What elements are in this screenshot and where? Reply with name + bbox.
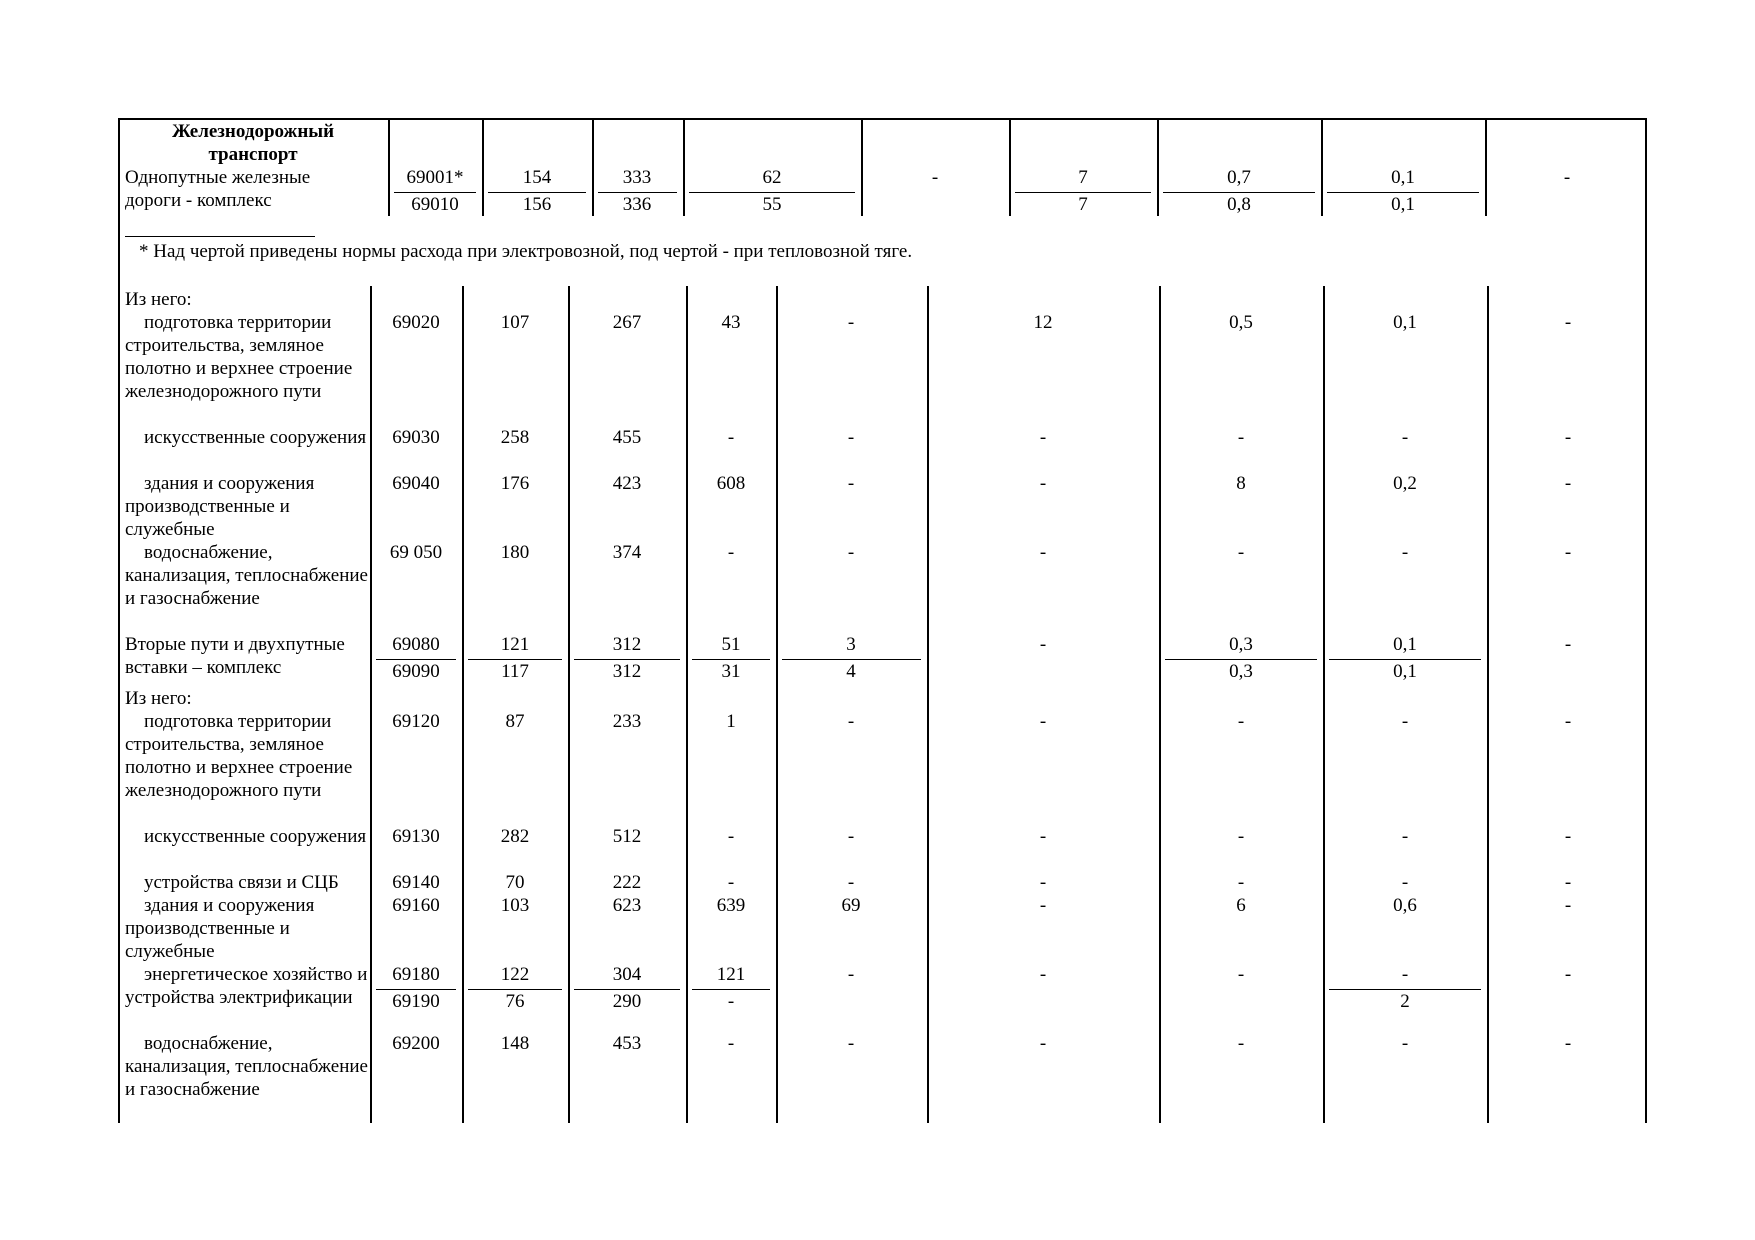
cell: 4 xyxy=(846,661,856,682)
g1-c3-lower: 336 xyxy=(622,194,652,215)
col-divider xyxy=(592,118,594,216)
cell: - xyxy=(1401,964,1409,985)
col-divider xyxy=(482,118,484,216)
cell: - xyxy=(847,542,855,563)
cell: - xyxy=(1039,826,1047,847)
cell: 233 xyxy=(612,711,642,732)
g1-c2-lower: 156 xyxy=(522,194,552,215)
g1-c7-upper: 0,7 xyxy=(1227,167,1251,188)
col-divider xyxy=(686,286,688,1123)
row-name: водоснабжение, канализация, теплоснабжение и газоснабжение xyxy=(125,542,368,609)
cell: - xyxy=(1401,872,1409,893)
g2-code-lower: 69090 xyxy=(392,661,440,682)
cell: - xyxy=(1237,711,1245,732)
col-divider xyxy=(861,118,863,216)
cell: - xyxy=(1039,711,1047,732)
cell: 0,1 xyxy=(1393,312,1417,333)
table-left-border xyxy=(118,118,120,1123)
g1-c2-upper: 154 xyxy=(522,167,552,188)
section-title: Железнодорожный транспорт xyxy=(171,121,335,165)
from-it-label-1: Из него: xyxy=(125,289,192,310)
cell: 121 xyxy=(500,634,530,655)
cell: - xyxy=(847,312,855,333)
col-divider xyxy=(568,286,570,1123)
cell: 2 xyxy=(1400,991,1410,1012)
cell: - xyxy=(1401,1033,1409,1054)
cell: - xyxy=(1237,427,1245,448)
cell: - xyxy=(1039,964,1047,985)
row-name: водоснабжение, канализация, теплоснабжение и газоснабжение xyxy=(125,1033,368,1100)
cell: - xyxy=(847,427,855,448)
col-divider xyxy=(1321,118,1323,216)
cell: - xyxy=(847,711,855,732)
cell: 0,6 xyxy=(1393,895,1417,916)
cell: 176 xyxy=(500,473,530,494)
cell: 455 xyxy=(612,427,642,448)
cell: 0,5 xyxy=(1229,312,1253,333)
cell: - xyxy=(1401,711,1409,732)
cell: 1 xyxy=(726,711,736,732)
cell: - xyxy=(1564,312,1572,333)
g2-code-upper: 69080 xyxy=(392,634,440,655)
cell: 12 xyxy=(1033,312,1053,333)
energy-code-upper: 69180 xyxy=(392,964,440,985)
cell: 374 xyxy=(612,542,642,563)
cell: 222 xyxy=(612,872,642,893)
cell-code: 69040 xyxy=(392,473,440,494)
table-right-border xyxy=(1645,118,1647,1123)
cell: 267 xyxy=(612,312,642,333)
cell: 43 xyxy=(721,312,741,333)
cell-code: 69200 xyxy=(392,1033,440,1054)
cell-code: 69140 xyxy=(392,872,440,893)
cell: - xyxy=(1564,542,1572,563)
cell: 304 xyxy=(612,964,642,985)
col-divider xyxy=(776,286,778,1123)
cell: 0,1 xyxy=(1393,661,1417,682)
g1-c6-upper: 7 xyxy=(1078,167,1088,188)
cell: 87 xyxy=(505,711,525,732)
cell: - xyxy=(1039,427,1047,448)
cell: 3 xyxy=(846,634,856,655)
cell: - xyxy=(1564,1033,1572,1054)
cell: - xyxy=(1564,895,1572,916)
cell: 103 xyxy=(500,895,530,916)
cell: 69 xyxy=(841,895,861,916)
cell: - xyxy=(847,473,855,494)
g1-c5-upper: - xyxy=(931,167,939,188)
group2-name: Вторые пути и двухпутные вставки – комплекс xyxy=(125,634,345,678)
cell: - xyxy=(1039,634,1047,655)
cell: 623 xyxy=(612,895,642,916)
cell: - xyxy=(1039,872,1047,893)
g1-c3-upper: 333 xyxy=(622,167,652,188)
cell-code: 69120 xyxy=(392,711,440,732)
cell: 0,3 xyxy=(1229,634,1253,655)
group1-name: Однопутные железные дороги - комплекс xyxy=(125,167,311,211)
cell: 8 xyxy=(1236,473,1246,494)
cell: - xyxy=(1564,826,1572,847)
cell: 122 xyxy=(500,964,530,985)
footnote: * Над чертой приведены нормы расхода при электровозной, под чертой - при тепловозной тяге. xyxy=(139,241,913,262)
cell: 290 xyxy=(612,991,642,1012)
cell: 608 xyxy=(716,473,746,494)
cell: - xyxy=(847,872,855,893)
g1-c9-upper: - xyxy=(1563,167,1571,188)
col-divider xyxy=(683,118,685,216)
g1-c7-lower: 0,8 xyxy=(1227,194,1251,215)
cell: - xyxy=(727,542,735,563)
cell: - xyxy=(727,1033,735,1054)
cell: - xyxy=(727,991,735,1012)
col-divider xyxy=(1159,286,1161,1123)
row-name: здания и сооружения производственные и служебные xyxy=(125,895,315,962)
cell: - xyxy=(727,872,735,893)
cell: - xyxy=(1564,473,1572,494)
cell: 121 xyxy=(716,964,746,985)
cell-code: 69030 xyxy=(392,427,440,448)
g1-c6-lower: 7 xyxy=(1078,194,1088,215)
cell: - xyxy=(1237,872,1245,893)
row-name: искусственные сооружения xyxy=(144,826,367,847)
cell: - xyxy=(1564,427,1572,448)
cell: - xyxy=(1401,427,1409,448)
row-name: подготовка территории строительства, земляное полотно и верхнее строение железнодорожного пути xyxy=(125,711,353,801)
energy-code-lower: 69190 xyxy=(392,991,440,1012)
energy-row-name: энергетическое хозяйство и устройства электрификации xyxy=(125,964,368,1008)
col-divider xyxy=(1009,118,1011,216)
cell: - xyxy=(1237,964,1245,985)
col-divider xyxy=(370,286,372,1123)
cell: - xyxy=(727,826,735,847)
cell: - xyxy=(847,1033,855,1054)
cell: 51 xyxy=(721,634,741,655)
cell: 76 xyxy=(505,991,525,1012)
cell: - xyxy=(847,826,855,847)
col-divider xyxy=(1485,118,1487,216)
g1-code-upper: 69001* xyxy=(406,167,464,188)
footnote-rule xyxy=(125,236,315,237)
cell: 639 xyxy=(716,895,746,916)
g1-c4-lower: 55 xyxy=(762,194,782,215)
col-divider xyxy=(388,118,390,216)
cell-code: 69 050 xyxy=(389,542,443,563)
row-name: устройства связи и СЦБ xyxy=(144,872,339,893)
cell: 0,1 xyxy=(1393,634,1417,655)
row-name: здания и сооружения производственные и служебные xyxy=(125,473,315,540)
col-divider xyxy=(1157,118,1159,216)
col-divider xyxy=(462,286,464,1123)
row-name: искусственные сооружения xyxy=(144,427,367,448)
cell: - xyxy=(1039,1033,1047,1054)
cell: - xyxy=(1564,964,1572,985)
cell: - xyxy=(1564,872,1572,893)
cell: 0,2 xyxy=(1393,473,1417,494)
cell: 70 xyxy=(505,872,525,893)
cell: 312 xyxy=(612,661,642,682)
cell: - xyxy=(1237,826,1245,847)
cell: 312 xyxy=(612,634,642,655)
cell: 180 xyxy=(500,542,530,563)
row-name: подготовка территории строительства, земляное полотно и верхнее строение железнодорожного пути xyxy=(125,312,353,402)
col-divider xyxy=(1323,286,1325,1123)
cell: - xyxy=(1564,634,1572,655)
cell: - xyxy=(1237,542,1245,563)
cell: - xyxy=(727,427,735,448)
cell: 512 xyxy=(612,826,642,847)
g1-c4-upper: 62 xyxy=(762,167,782,188)
cell: 6 xyxy=(1236,895,1246,916)
cell: - xyxy=(1564,711,1572,732)
cell: - xyxy=(1237,1033,1245,1054)
cell: - xyxy=(1401,826,1409,847)
cell: 258 xyxy=(500,427,530,448)
cell: - xyxy=(1039,473,1047,494)
norms-table xyxy=(118,118,1647,1123)
cell: - xyxy=(1039,895,1047,916)
g1-c8-upper: 0,1 xyxy=(1391,167,1415,188)
cell: 117 xyxy=(501,661,529,682)
cell: 31 xyxy=(721,661,741,682)
g1-c8-lower: 0,1 xyxy=(1391,194,1415,215)
cell-code: 69020 xyxy=(392,312,440,333)
col-divider xyxy=(927,286,929,1123)
cell: 423 xyxy=(612,473,642,494)
cell: 148 xyxy=(500,1033,530,1054)
g1-code-lower: 69010 xyxy=(411,194,459,215)
cell-code: 69130 xyxy=(392,826,440,847)
cell: 107 xyxy=(500,312,530,333)
cell-code: 69160 xyxy=(392,895,440,916)
cell: - xyxy=(1401,542,1409,563)
from-it-label-2: Из него: xyxy=(125,688,192,709)
cell: - xyxy=(1039,542,1047,563)
cell: 453 xyxy=(612,1033,642,1054)
cell: - xyxy=(847,964,855,985)
cell: 0,3 xyxy=(1229,661,1253,682)
col-divider xyxy=(1487,286,1489,1123)
cell: 282 xyxy=(500,826,530,847)
